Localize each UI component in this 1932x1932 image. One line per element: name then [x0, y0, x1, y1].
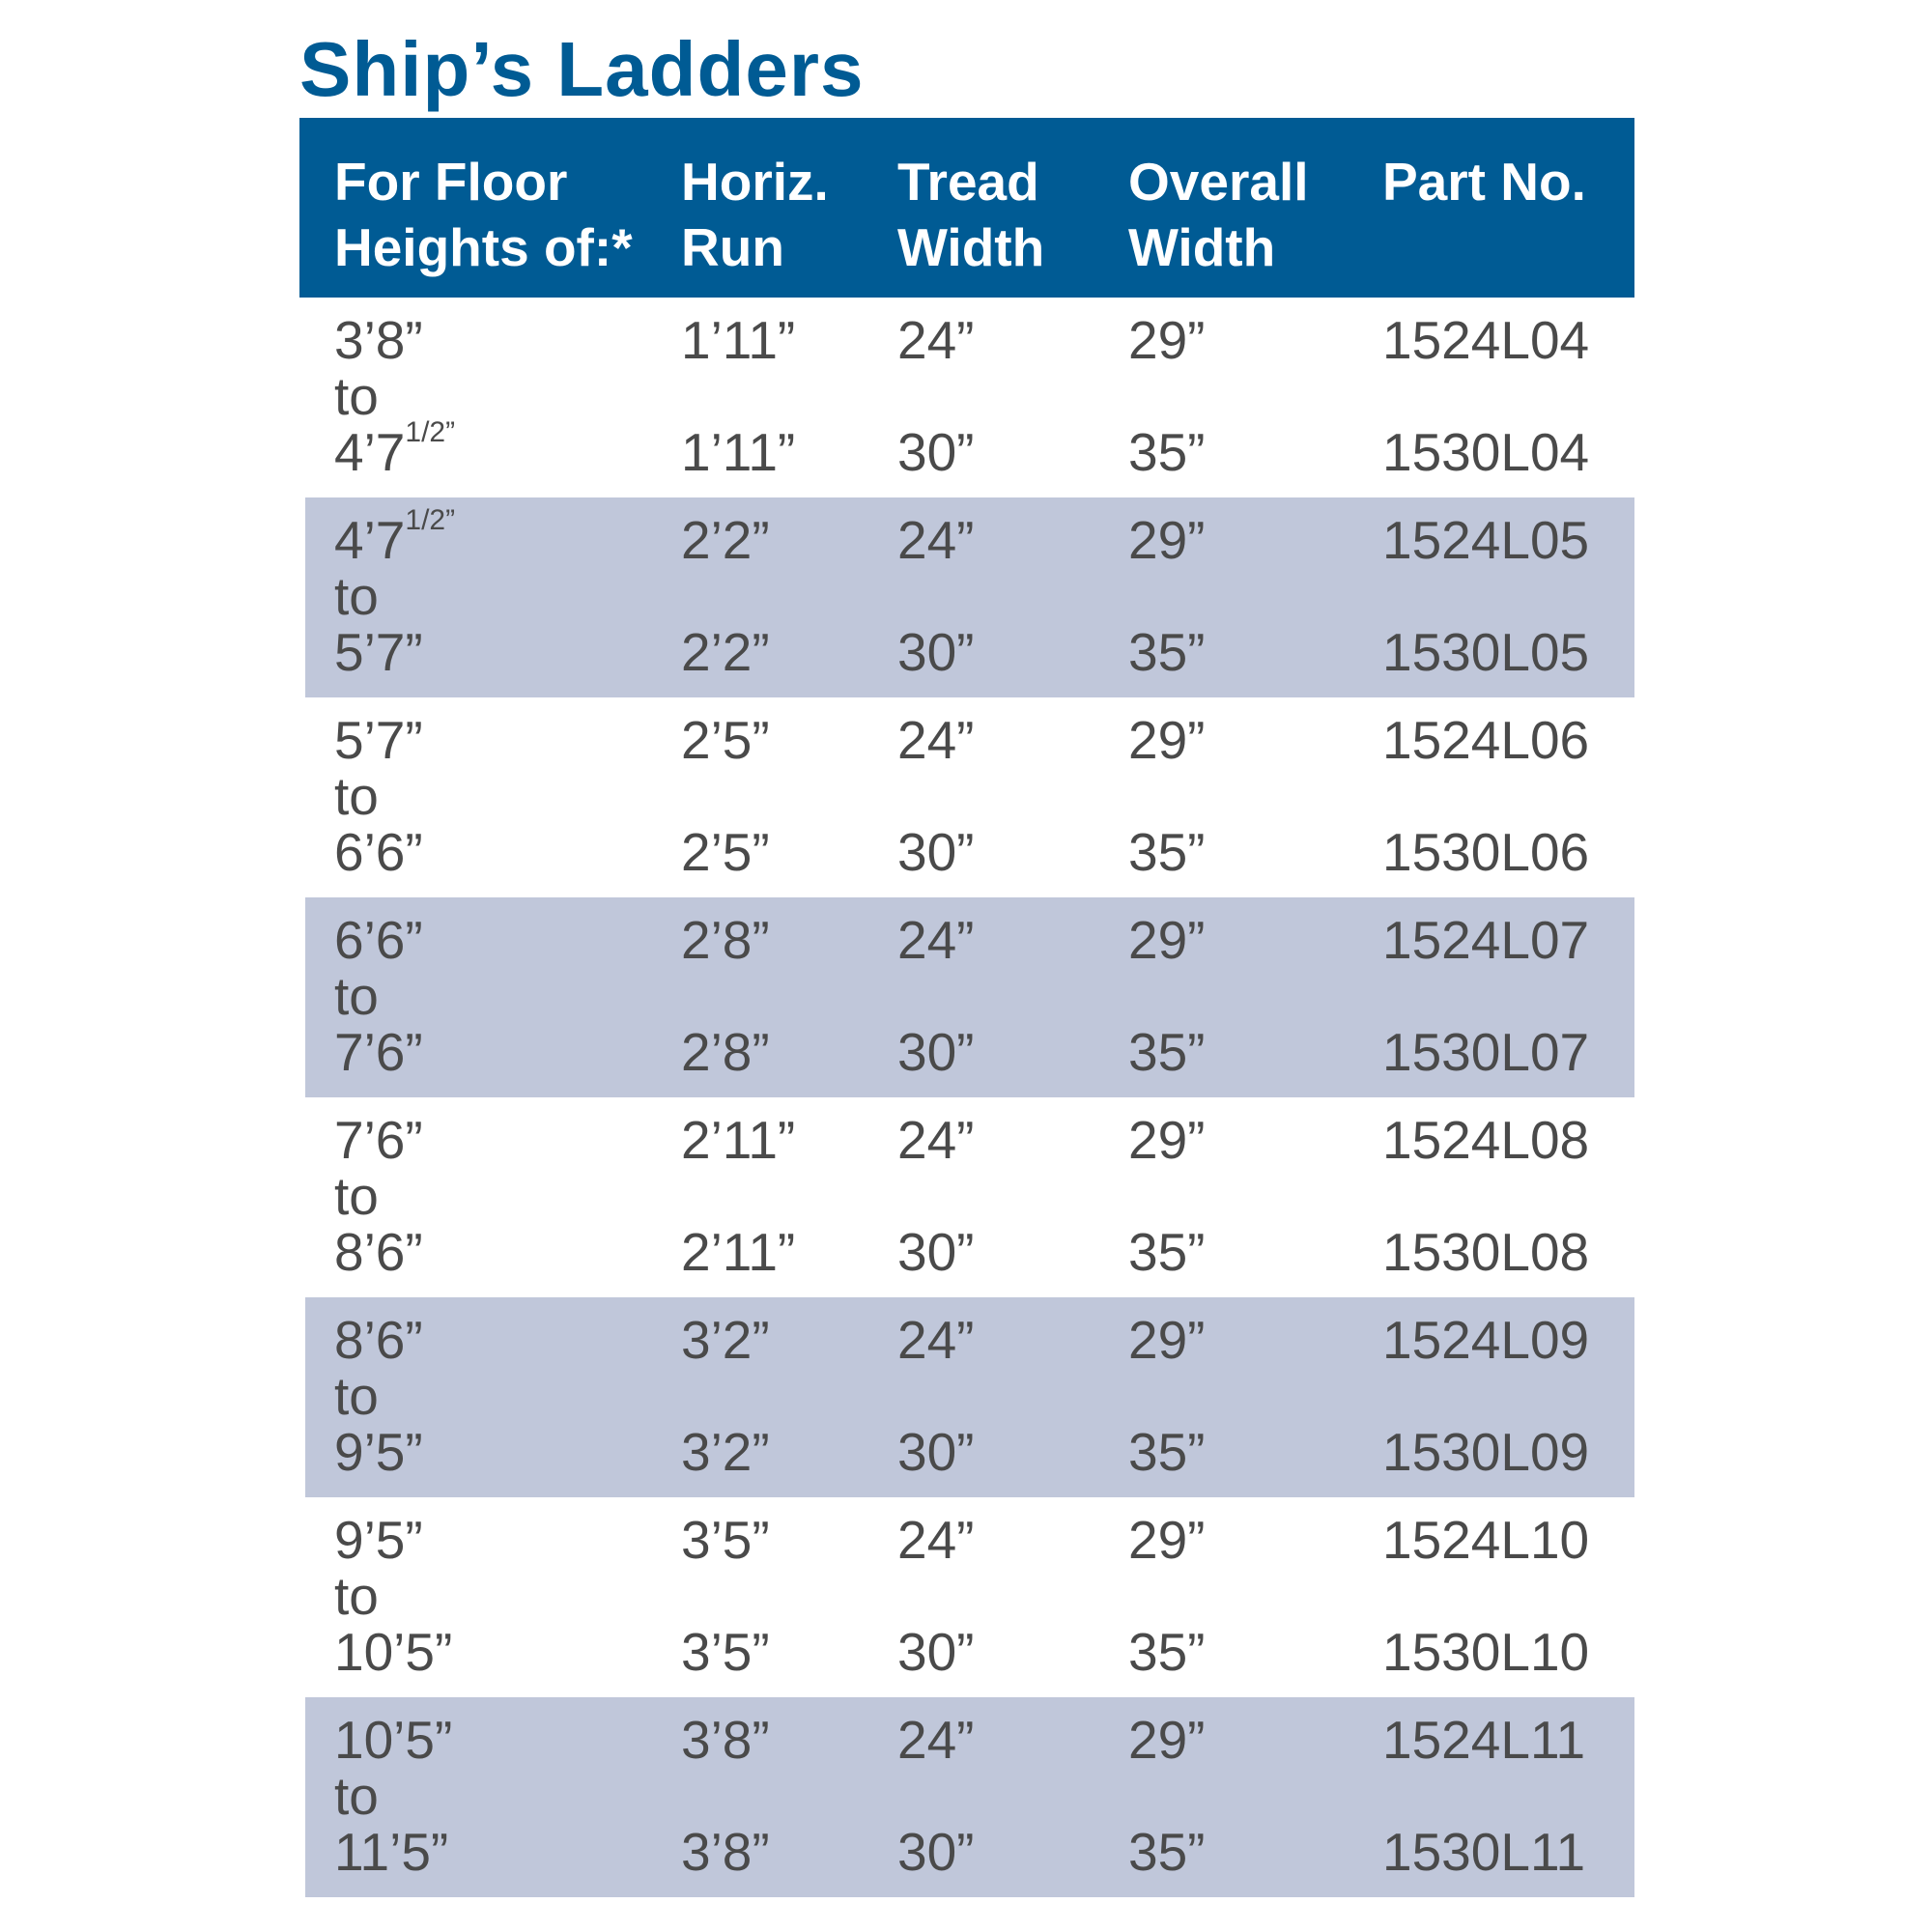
part-number-cell: 1530L04 — [1382, 422, 1590, 482]
tread-width-cell: 24” — [897, 710, 975, 770]
overall-width-cell: 29” — [1128, 910, 1206, 970]
floor-height-to: 6’6” — [334, 822, 423, 882]
horiz-run-cell: 3’2” — [681, 1310, 770, 1370]
horiz-run-cell: 2’8” — [681, 1022, 770, 1082]
horiz-run-cell: 2’2” — [681, 510, 770, 570]
tread-width-cell: 30” — [897, 1622, 975, 1682]
tread-width-cell: 24” — [897, 1710, 975, 1770]
floor-height-to: 8’6” — [334, 1222, 423, 1282]
overall-width-cell: 29” — [1128, 710, 1206, 770]
floor-height-from: $4’7^{1/2”}$ — [334, 504, 456, 570]
part-number-cell: 1530L05 — [1382, 622, 1590, 682]
overall-width-cell: 35” — [1128, 622, 1206, 682]
horiz-run-cell: 2’5” — [681, 822, 770, 882]
header-horiz-run: Horiz. Run — [681, 152, 829, 277]
page-title: Ship’s Ladders — [299, 26, 865, 112]
part-number-cell: 1524L10 — [1382, 1510, 1590, 1570]
part-number-cell: 1524L07 — [1382, 910, 1590, 970]
floor-height-connector: to — [334, 1166, 379, 1226]
horiz-run-cell: 3’5” — [681, 1622, 770, 1682]
floor-height-to: 7’6” — [334, 1022, 423, 1082]
overall-width-cell: 35” — [1128, 1022, 1206, 1082]
floor-height-from: 7’6” — [334, 1110, 423, 1170]
part-number-cell: 1524L11 — [1382, 1710, 1586, 1770]
tread-width-cell: 30” — [897, 1822, 975, 1882]
floor-height-connector: to — [334, 1566, 379, 1626]
overall-width-cell: 29” — [1128, 1110, 1206, 1170]
floor-height-to: 9’5” — [334, 1422, 423, 1482]
floor-height-connector: to — [334, 766, 379, 826]
tread-width-cell: 24” — [897, 1110, 975, 1170]
table-row — [305, 1097, 1634, 1297]
floor-height-connector: to — [334, 1766, 379, 1826]
floor-height-to: 11’5” — [334, 1822, 449, 1882]
floor-height-from: 10’5” — [334, 1710, 453, 1770]
header-overall-width: Overall Width — [1128, 152, 1309, 277]
table-header — [299, 118, 1634, 298]
overall-width-cell: 35” — [1128, 1822, 1206, 1882]
horiz-run-cell: 3’8” — [681, 1822, 770, 1882]
tread-width-cell: 24” — [897, 1510, 975, 1570]
floor-height-to: $4’7^{1/2”}$ — [334, 416, 456, 482]
table-row — [305, 1697, 1634, 1897]
horiz-run-cell: 2’5” — [681, 710, 770, 770]
horiz-run-cell: 3’8” — [681, 1710, 770, 1770]
part-number-cell: 1530L07 — [1382, 1022, 1590, 1082]
tread-width-cell: 30” — [897, 622, 975, 682]
floor-height-connector: to — [334, 566, 379, 626]
floor-height-from: 9’5” — [334, 1510, 423, 1570]
horiz-run-cell: 3’5” — [681, 1510, 770, 1570]
tread-width-cell: 30” — [897, 822, 975, 882]
tread-width-cell: 30” — [897, 1022, 975, 1082]
part-number-cell: 1530L09 — [1382, 1422, 1590, 1482]
overall-width-cell: 35” — [1128, 422, 1206, 482]
header-part-no: Part No. — [1382, 152, 1586, 212]
horiz-run-cell: 1’11” — [681, 310, 796, 370]
ladder-table — [299, 118, 1634, 1897]
part-number-cell: 1530L08 — [1382, 1222, 1590, 1282]
part-number-cell: 1524L05 — [1382, 510, 1590, 570]
floor-height-from: 3’8” — [334, 310, 423, 370]
tread-width-cell: 24” — [897, 510, 975, 570]
overall-width-cell: 35” — [1128, 1222, 1206, 1282]
horiz-run-cell: 2’8” — [681, 910, 770, 970]
tread-width-cell: 30” — [897, 1222, 975, 1282]
floor-height-from: 6’6” — [334, 910, 423, 970]
part-number-cell: 1524L09 — [1382, 1310, 1590, 1370]
table-row — [305, 897, 1634, 1097]
overall-width-cell: 29” — [1128, 310, 1206, 370]
part-number-cell: 1524L04 — [1382, 310, 1590, 370]
table-row — [305, 298, 1634, 497]
part-number-cell: 1524L08 — [1382, 1110, 1590, 1170]
tread-width-cell: 30” — [897, 1422, 975, 1482]
floor-height-connector: to — [334, 1366, 379, 1426]
header-floor-heights: For Floor Heights of:* — [334, 152, 633, 277]
table-row — [305, 1497, 1634, 1697]
overall-width-cell: 35” — [1128, 1622, 1206, 1682]
overall-width-cell: 29” — [1128, 1310, 1206, 1370]
overall-width-cell: 35” — [1128, 1422, 1206, 1482]
table-row — [305, 697, 1634, 897]
header-tread-width: Tread Width — [897, 152, 1045, 277]
part-number-cell: 1530L06 — [1382, 822, 1590, 882]
floor-height-connector: to — [334, 366, 379, 426]
floor-height-to: 5’7” — [334, 622, 423, 682]
overall-width-cell: 29” — [1128, 1510, 1206, 1570]
part-number-cell: 1524L06 — [1382, 710, 1590, 770]
part-number-cell: 1530L11 — [1382, 1822, 1586, 1882]
horiz-run-cell: 1’11” — [681, 422, 796, 482]
tread-width-cell: 24” — [897, 310, 975, 370]
horiz-run-cell: 2’11” — [681, 1222, 796, 1282]
tread-width-cell: 24” — [897, 1310, 975, 1370]
overall-width-cell: 29” — [1128, 1710, 1206, 1770]
overall-width-cell: 29” — [1128, 510, 1206, 570]
table-row — [305, 497, 1634, 697]
part-number-cell: 1530L10 — [1382, 1622, 1590, 1682]
tread-width-cell: 30” — [897, 422, 975, 482]
tread-width-cell: 24” — [897, 910, 975, 970]
floor-height-connector: to — [334, 966, 379, 1026]
floor-height-from: 8’6” — [334, 1310, 423, 1370]
horiz-run-cell: 2’2” — [681, 622, 770, 682]
floor-height-to: 10’5” — [334, 1622, 453, 1682]
table-row — [305, 1297, 1634, 1497]
overall-width-cell: 35” — [1128, 822, 1206, 882]
horiz-run-cell: 3’2” — [681, 1422, 770, 1482]
floor-height-from: 5’7” — [334, 710, 423, 770]
horiz-run-cell: 2’11” — [681, 1110, 796, 1170]
